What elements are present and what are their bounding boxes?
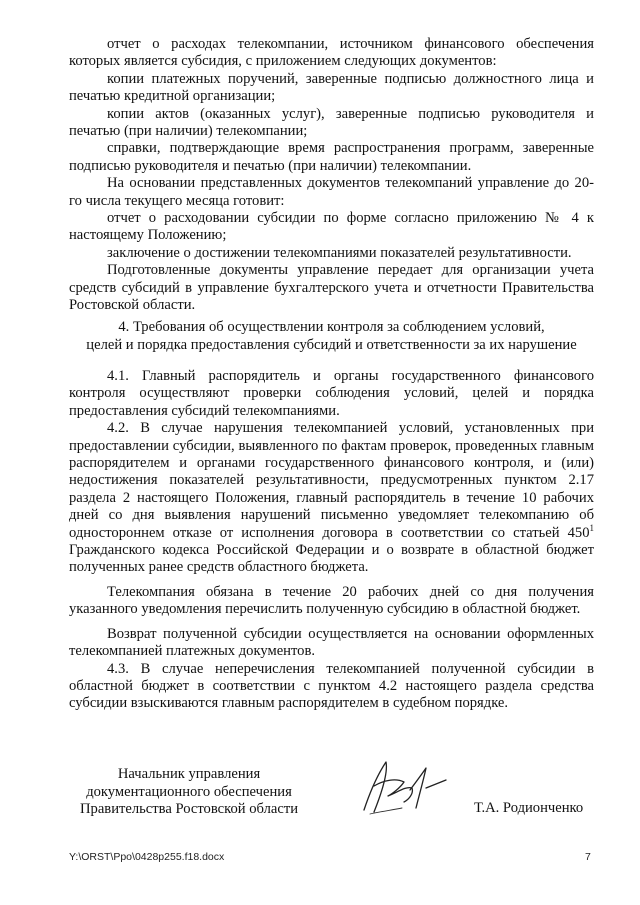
paragraph-subsidy-report-form: отчет о расходовании субсидии по форме согласно приложению № 4 к настоящему Положению; [69,210,594,244]
footer-file-path: Y:\ORST\Ppo\0428p255.f18.docx [69,851,225,863]
paragraph-management-prepares: На основании представленных документов телекомпаний управление до 20-го числа текущего месяца готовит: [69,175,594,209]
signatory-position [69,766,309,819]
paragraph-4-2-text-a: 4.2. В случае нарушения телекомпанией условий, установленных при предоставлении субсидии, выявленного по фактам проверок, проведенных главным распорядителем и органами государственного финансового контроля, и (или) недостижения показателей результативности, предусмотренных пунктом 2.17 раздела 2 настоящего Положения, главный распорядитель в течение 10 рабочих дней со дня выявления нарушений письменно уведомляет телекомпанию об одностороннем отказе от исполнения договора в соответствии со статьей 450 [69,420,594,541]
section-4-title-line-1: 4. Требования об осуществлении контроля за соблюдением условий, [118,319,545,335]
section-4-title-line-2: целей и порядка предоставления субсидий и ответственности за их нарушение [86,337,577,353]
paragraph-4-2 [69,420,594,577]
paragraph-expense-report: отчет о расходах телекомпании, источником финансового обеспечения которых является субсидия, с приложением следующих документов: [69,36,594,70]
handwritten-signature [352,752,452,824]
paragraph-performance-conclusion: заключение о достижении телекомпаниями показателей результативности. [107,244,572,261]
section-4-body [69,368,594,713]
paragraph-acts-copies: копии актов (оказанных услуг), заверенные подписью руководителя и печатью (при наличии) телекомпании; [69,105,594,140]
paragraph-return-basis: Возврат полученной субсидии осуществляется на основании оформленных телекомпанией платежных документов. [69,625,594,660]
paragraph-payment-orders: копии платежных поручений, заверенные подписью должностного лица и печатью кредитной организации; [69,70,594,105]
section-4-title [69,318,594,354]
page-number: 7 [585,851,591,863]
signatory-name: Т.А. Родионченко [474,800,584,816]
article-superscript: 1 [589,522,594,533]
position-line-2: документационного обеспечения [86,783,292,800]
paragraph-broadcast-certificates: справки, подтверждающие время распространения программ, заверенные подписью руководителя и печатью (при наличии) телекомпании. [69,140,594,174]
paragraph-return-obligation: Телекомпания обязана в течение 20 рабочих дней со дня получения указанного уведомления перечислить полученную субсидию в областной бюджет. [69,583,594,618]
paragraph-4-1: 4.1. Главный распорядитель и органы государственного финансового контроля осуществляют проверки соблюдения условий, целей и порядка предоставления субсидий телекомпаниями. [69,368,594,419]
position-line-1: Начальник управления [117,766,261,782]
top-paragraphs [69,36,594,315]
position-line-3: Правительства Ростовской области [79,801,299,817]
paragraph-4-3: 4.3. В случае неперечисления телекомпанией полученной субсидии в областной бюджет в соответствии с пунктом 4.2 настоящего раздела средства субсидии взыскиваются главным распорядителем в судебном порядке. [69,660,594,712]
paragraph-documents-transfer: Подготовленные документы управление передает для организации учета средств субсидий в управление бухгалтерского учета и отчетности Правительства Ростовской области. [69,262,594,314]
paragraph-4-2-text-b: Гражданского кодекса Российской Федерации и о возврате в областной бюджет полученных ранее средств областного бюджета. [69,542,594,576]
